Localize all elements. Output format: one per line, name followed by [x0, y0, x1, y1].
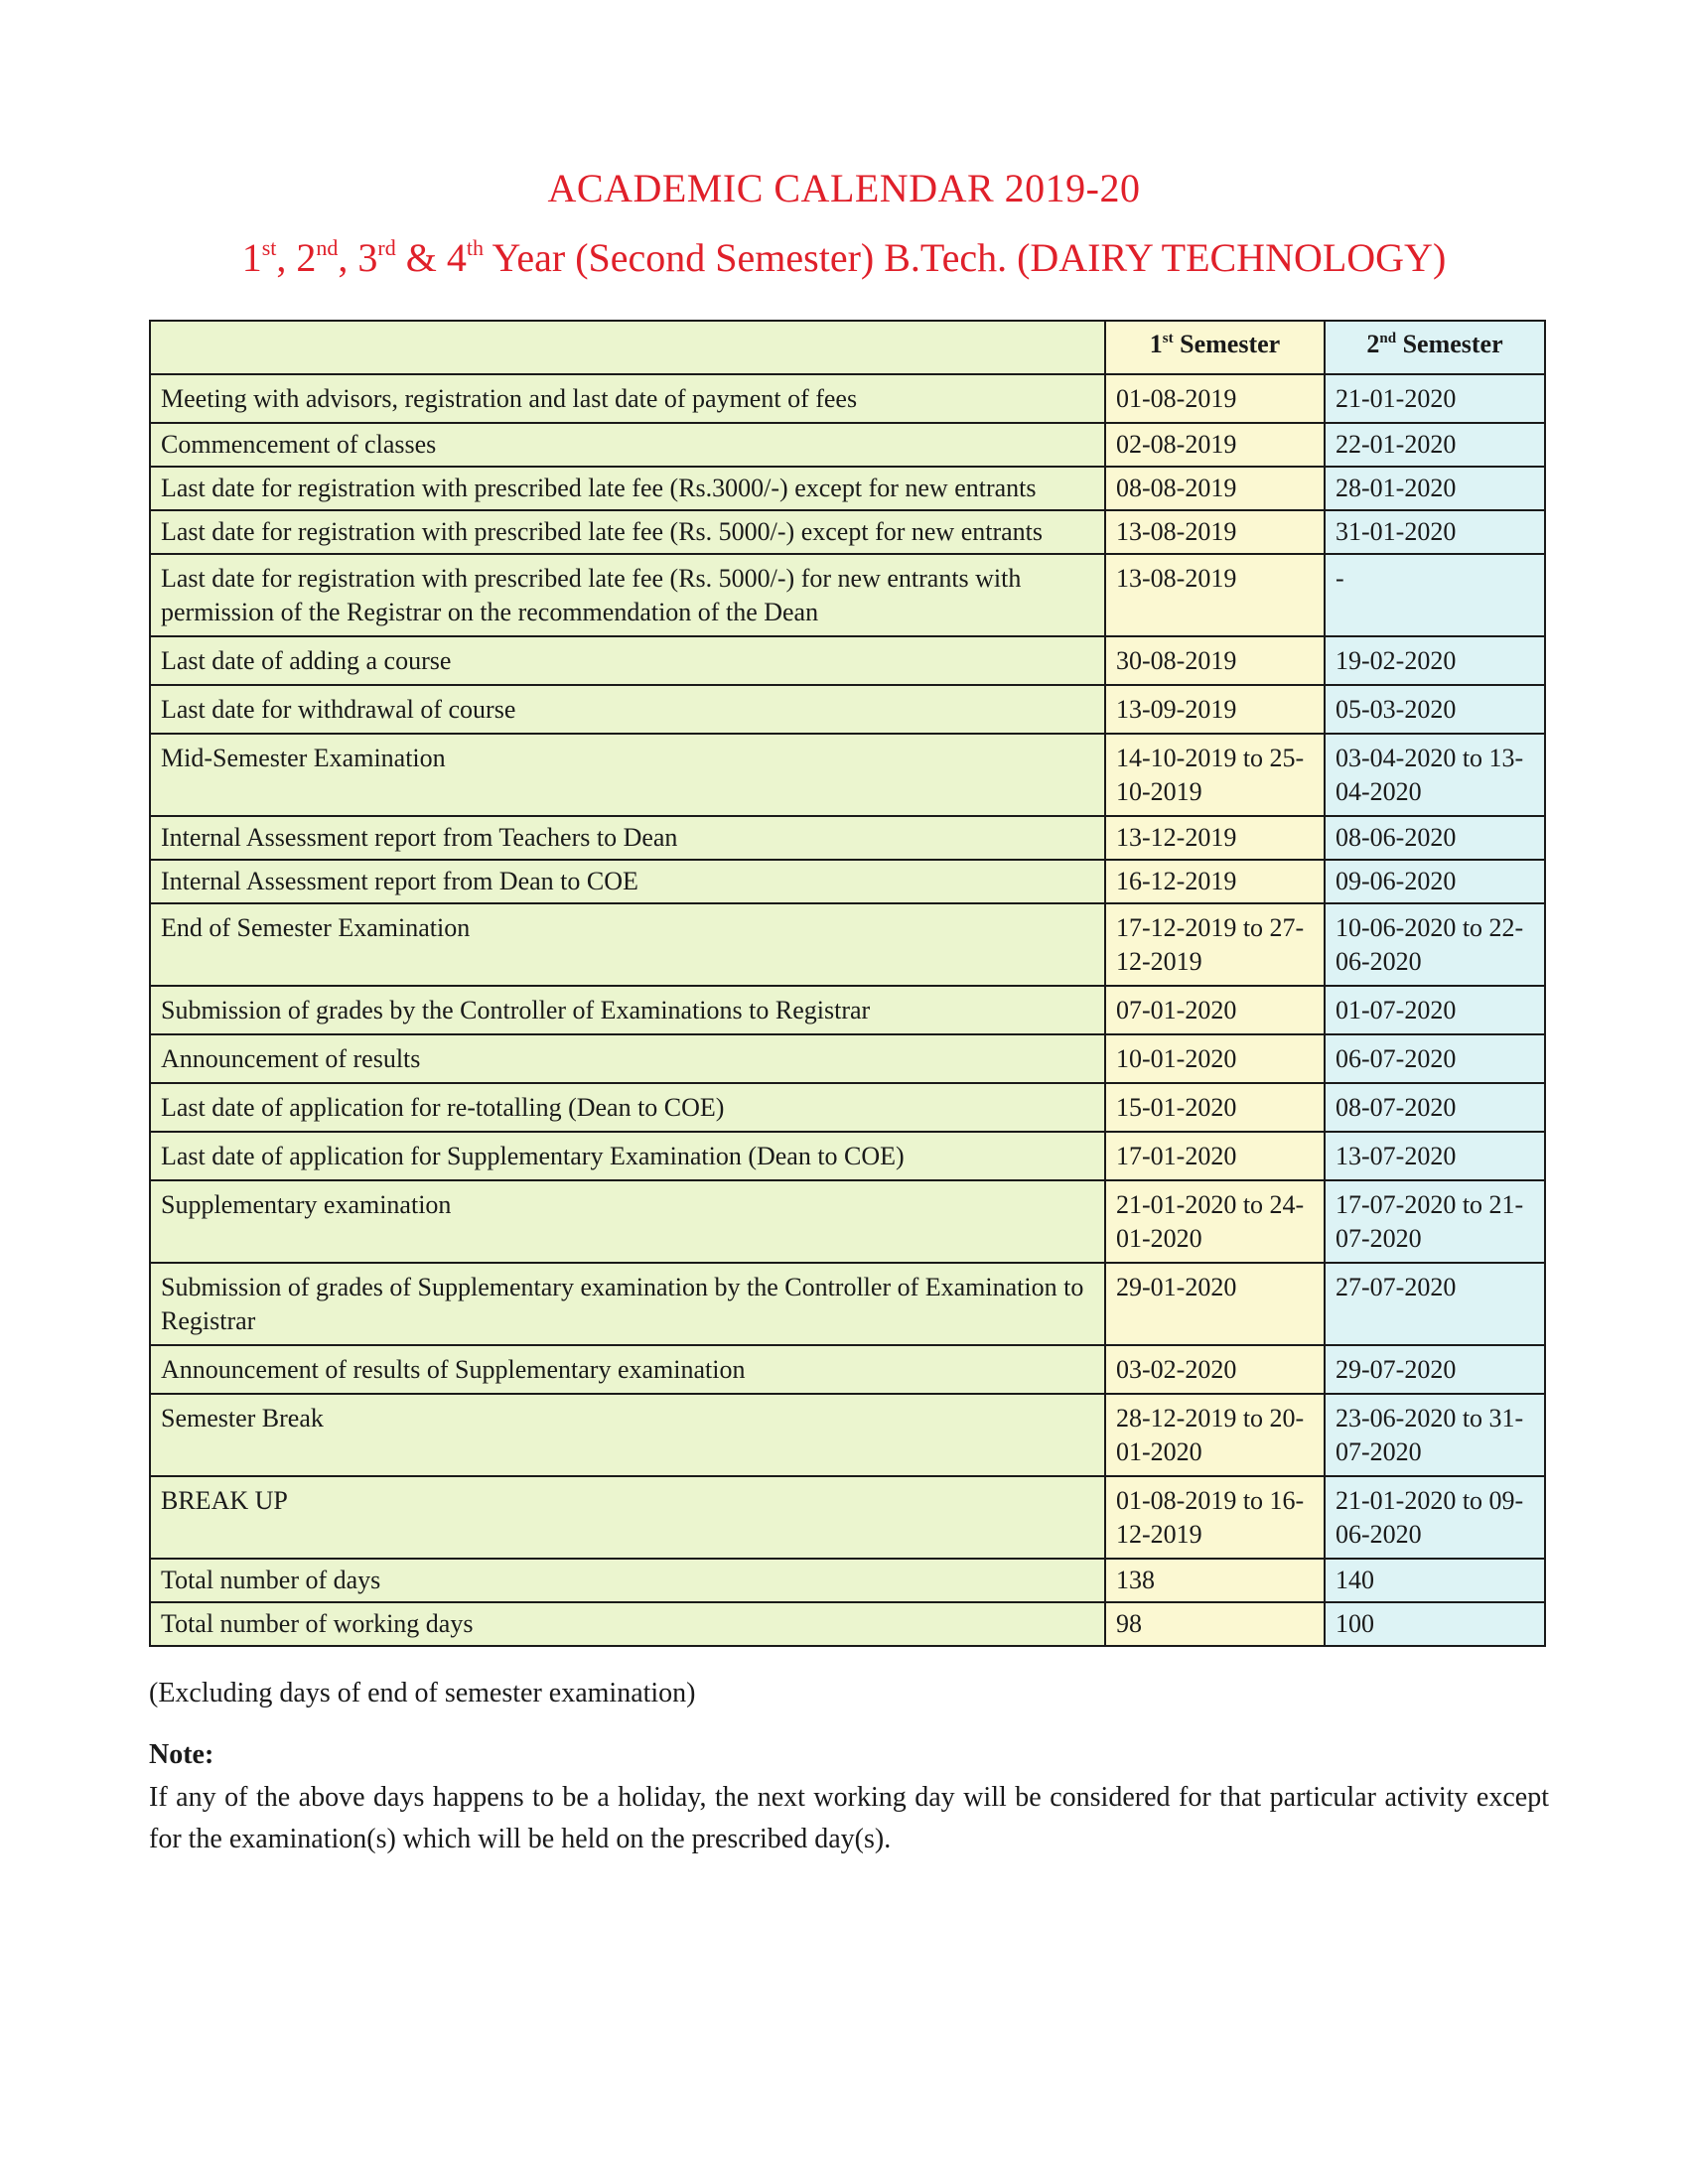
second-semester-date: 08-07-2020	[1325, 1083, 1545, 1132]
table-row	[150, 903, 1545, 986]
first-semester-date: 13-09-2019	[1105, 685, 1325, 734]
first-semester-date: 16-12-2019	[1105, 860, 1325, 903]
subtitle-year-1: 1	[241, 235, 262, 280]
subtitle-year-2: 2	[296, 235, 317, 280]
activity-cell: Last date for registration with prescribed late fee (Rs. 5000/-) except for new entrants	[150, 510, 1105, 554]
second-semester-date: 27-07-2020	[1325, 1263, 1545, 1345]
second-semester-date: 06-07-2020	[1325, 1034, 1545, 1083]
second-semester-date: 10-06-2020 to 22-06-2020	[1325, 903, 1545, 986]
first-semester-date: 13-08-2019	[1105, 554, 1325, 636]
table-row	[150, 1083, 1545, 1132]
second-semester-date: 17-07-2020 to 21-07-2020	[1325, 1180, 1545, 1263]
table-row	[150, 1345, 1545, 1394]
first-semester-date: 28-12-2019 to 20-01-2020	[1105, 1394, 1325, 1476]
table-row	[150, 1180, 1545, 1263]
second-semester-date: 03-04-2020 to 13-04-2020	[1325, 734, 1545, 816]
header-first-semester	[1105, 321, 1325, 374]
subtitle-year-2-suffix: nd	[316, 235, 339, 260]
note-label: Note:	[149, 1739, 214, 1770]
second-semester-date: 29-07-2020	[1325, 1345, 1545, 1394]
table-footnote: (Excluding days of end of semester examination)	[149, 1678, 696, 1708]
first-semester-date: 01-08-2019 to 16-12-2019	[1105, 1476, 1325, 1559]
table-row	[150, 1034, 1545, 1083]
table-header-row	[150, 321, 1545, 374]
activity-cell: Internal Assessment report from Teachers to Dean	[150, 816, 1105, 860]
first-semester-date: 15-01-2020	[1105, 1083, 1325, 1132]
second-semester-value: 100	[1325, 1602, 1545, 1646]
activity-cell: Last date of application for re-totalling (Dean to COE)	[150, 1083, 1105, 1132]
table-row	[150, 1602, 1545, 1646]
activity-cell: Semester Break	[150, 1394, 1105, 1476]
second-semester-date: 28-01-2020	[1325, 467, 1545, 510]
subtitle-separator: &	[395, 235, 447, 280]
activity-cell: Last date for withdrawal of course	[150, 685, 1105, 734]
table-row	[150, 1476, 1545, 1559]
second-semester-date: 22-01-2020	[1325, 423, 1545, 467]
first-semester-value: 138	[1105, 1559, 1325, 1602]
header-first-semester-suffix: st	[1162, 331, 1174, 346]
second-semester-date: 31-01-2020	[1325, 510, 1545, 554]
header-second-semester-word: Semester	[1396, 330, 1503, 358]
first-semester-date: 21-01-2020 to 24-01-2020	[1105, 1180, 1325, 1263]
header-second-semester	[1325, 321, 1545, 374]
activity-cell: Announcement of results of Supplementary examination	[150, 1345, 1105, 1394]
subtitle-year-1-suffix: st	[261, 235, 277, 260]
header-second-semester-suffix: nd	[1379, 331, 1397, 346]
header-first-semester-number: 1	[1149, 330, 1163, 358]
table-row	[150, 554, 1545, 636]
activity-cell: Submission of grades of Supplementary examination by the Controller of Examination to Registrar	[150, 1263, 1105, 1345]
first-semester-date: 13-12-2019	[1105, 816, 1325, 860]
activity-cell: Submission of grades by the Controller of Examinations to Registrar	[150, 986, 1105, 1034]
second-semester-value: 140	[1325, 1559, 1545, 1602]
activity-cell: Last date for registration with prescribed late fee (Rs.3000/-) except for new entrants	[150, 467, 1105, 510]
first-semester-date: 08-08-2019	[1105, 467, 1325, 510]
first-semester-date: 17-01-2020	[1105, 1132, 1325, 1180]
academic-calendar-table	[149, 320, 1546, 1647]
first-semester-date: 14-10-2019 to 25-10-2019	[1105, 734, 1325, 816]
activity-cell: Last date for registration with prescribed late fee (Rs. 5000/-) for new entrants with permission of the Registrar on the recommendation of the Dean	[150, 554, 1105, 636]
activity-cell: Mid-Semester Examination	[150, 734, 1105, 816]
note-text: If any of the above days happens to be a holiday, the next working day will be considered for that particular activity except for the examination(s) which will be held on the prescribed day(s).	[149, 1782, 1549, 1854]
subtitle-year-4: 4	[446, 235, 467, 280]
first-semester-date: 29-01-2020	[1105, 1263, 1325, 1345]
first-semester-date: 01-08-2019	[1105, 374, 1325, 423]
subtitle-separator: ,	[276, 235, 297, 280]
table-row	[150, 374, 1545, 423]
table-row	[150, 1132, 1545, 1180]
table-row	[150, 860, 1545, 903]
activity-cell: BREAK UP	[150, 1476, 1105, 1559]
table-row	[150, 510, 1545, 554]
activity-cell: Announcement of results	[150, 1034, 1105, 1083]
activity-cell: Total number of days	[150, 1559, 1105, 1602]
first-semester-date: 30-08-2019	[1105, 636, 1325, 685]
second-semester-date: 21-01-2020 to 09-06-2020	[1325, 1476, 1545, 1559]
table-row	[150, 1263, 1545, 1345]
first-semester-date: 02-08-2019	[1105, 423, 1325, 467]
first-semester-value: 98	[1105, 1602, 1325, 1646]
table-row	[150, 986, 1545, 1034]
second-semester-date: 09-06-2020	[1325, 860, 1545, 903]
activity-cell: Total number of working days	[150, 1602, 1105, 1646]
table-row	[150, 423, 1545, 467]
second-semester-date: 08-06-2020	[1325, 816, 1545, 860]
activity-cell: End of Semester Examination	[150, 903, 1105, 986]
table-row	[150, 636, 1545, 685]
first-semester-date: 17-12-2019 to 27-12-2019	[1105, 903, 1325, 986]
second-semester-date: 19-02-2020	[1325, 636, 1545, 685]
subtitle-year-3: 3	[357, 235, 378, 280]
first-semester-date: 03-02-2020	[1105, 1345, 1325, 1394]
subtitle-separator: ,	[338, 235, 358, 280]
activity-cell: Supplementary examination	[150, 1180, 1105, 1263]
first-semester-date: 13-08-2019	[1105, 510, 1325, 554]
second-semester-date: 21-01-2020	[1325, 374, 1545, 423]
page-title: ACADEMIC CALENDAR 2019-20	[547, 166, 1141, 210]
table-row	[150, 467, 1545, 510]
second-semester-date: 13-07-2020	[1325, 1132, 1545, 1180]
activity-cell: Last date of adding a course	[150, 636, 1105, 685]
page-subtitle	[0, 234, 1688, 281]
header-second-semester-number: 2	[1366, 330, 1380, 358]
table-row	[150, 685, 1545, 734]
second-semester-date: -	[1325, 554, 1545, 636]
table-row	[150, 1394, 1545, 1476]
activity-cell: Commencement of classes	[150, 423, 1105, 467]
first-semester-date: 07-01-2020	[1105, 986, 1325, 1034]
first-semester-date: 10-01-2020	[1105, 1034, 1325, 1083]
table-row	[150, 816, 1545, 860]
subtitle-year-4-suffix: th	[466, 235, 484, 260]
second-semester-date: 23-06-2020 to 31-07-2020	[1325, 1394, 1545, 1476]
activity-cell: Last date of application for Supplementary Examination (Dean to COE)	[150, 1132, 1105, 1180]
subtitle-rest: Year (Second Semester) B.Tech. (DAIRY TECHNOLOGY)	[484, 235, 1447, 280]
subtitle-year-3-suffix: rd	[377, 235, 396, 260]
activity-cell: Meeting with advisors, registration and last date of payment of fees	[150, 374, 1105, 423]
table-row	[150, 734, 1545, 816]
second-semester-date: 01-07-2020	[1325, 986, 1545, 1034]
second-semester-date: 05-03-2020	[1325, 685, 1545, 734]
header-activity	[150, 321, 1105, 374]
activity-cell: Internal Assessment report from Dean to COE	[150, 860, 1105, 903]
header-first-semester-word: Semester	[1173, 330, 1281, 358]
table-row	[150, 1559, 1545, 1602]
